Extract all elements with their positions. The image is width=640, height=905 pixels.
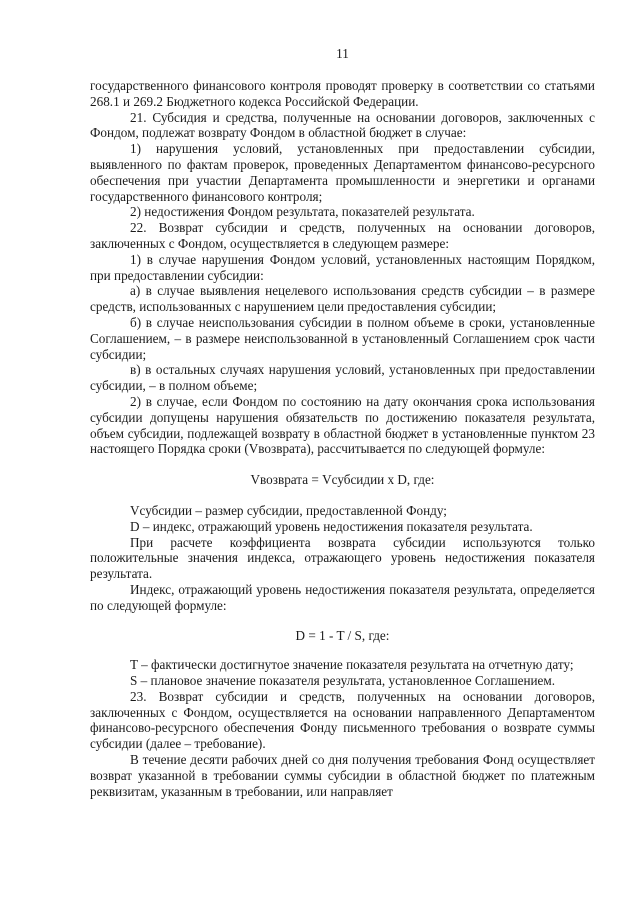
clause-22-item-1-b: б) в случае неиспользования субсидии в полном объеме в сроки, установленные Соглашением, – в размере неиспользованной в установленный Соглашением срок части субсидии;	[90, 314, 595, 362]
document-body	[90, 78, 595, 799]
clause-21-item-1: 1) нарушения условий, установленных при предоставлении субсидии, выявленного по фактам проверок, проведенных Департаментом финансово-ресурсного обеспечения при участии Департамента промышленности и энергетики и органами государственного финансового контроля;	[90, 141, 595, 204]
paragraph-coefficient-note: При расчете коэффициента возврата субсидии используются только положительные значения индекса, отражающего уровень недостижения показателя результата.	[90, 534, 595, 582]
clause-22-item-1: 1) в случае нарушения Фондом условий, установленных настоящим Порядком, при предоставлении субсидии:	[90, 251, 595, 283]
clause-22-item-1-c: в) в остальных случаях нарушения условий, установленных при предоставлении субсидии, – в полном объеме;	[90, 362, 595, 394]
page-number: 11	[336, 46, 349, 61]
definition-t: T – фактически достигнутое значение показателя результата на отчетную дату;	[130, 657, 574, 673]
clause-22: 22. Возврат субсидии и средств, полученных на основании договоров, заключенных с Фондом, осуществляется в следующем размере:	[90, 220, 595, 251]
clause-23: 23. Возврат субсидии и средств, полученных на основании договоров, заключенных с Фондом, осуществляется на основании направленного Департаментом финансово-ресурсного обеспечения Фонду письменного требования о возврате суммы субсидии (далее – требование).	[90, 688, 595, 752]
clause-21-item-2: 2) недостижения Фондом результата, показателей результата.	[130, 204, 475, 220]
definition-v-subsidy: Vсубсидии – размер субсидии, предоставленной Фонду;	[130, 502, 447, 518]
definition-s: S – плановое значение показателя результата, установленное Соглашением.	[130, 673, 556, 689]
clause-21: 21. Субсидия и средства, полученные на основании договоров, заключенных с Фондом, подлежат возврату Фондом в областной бюджет в случае:	[90, 109, 595, 141]
clause-23-paragraph-2: В течение десяти рабочих дней со дня получения требования Фонд осуществляет возврат указанной в требовании суммы субсидии в областной бюджет по платежным реквизитам, указанным в требовании, или направляет	[90, 752, 595, 799]
definition-d-index: D – индекс, отражающий уровень недостижения показателя результата.	[130, 518, 533, 534]
paragraph-index-definition: Индекс, отражающий уровень недостижения показателя результата, определяется по следующей формуле:	[90, 581, 595, 613]
clause-22-item-2: 2) в случае, если Фондом по состоянию на дату окончания срока использования субсидии допущены нарушения обязательств по достижению показателя результата, объем субсидии, подлежащей возврату в областной бюджет в установленные пунктом 23 настоящего Порядка сроки (Vвозврата), рассчитывается по следующей формуле:	[90, 393, 595, 457]
formula-d-index: D = 1 - T / S, где:	[295, 627, 390, 643]
clause-22-item-1-a: а) в случае выявления нецелевого использования средств субсидии – в размере средств, использованных с нарушением цели предоставления субсидии;	[90, 283, 595, 315]
formula-v-return: Vвозврата = Vсубсидии x D, где:	[250, 472, 435, 488]
paragraph-continuation: государственного финансового контроля проводят проверку в соответствии со статьями 268.1 и 269.2 Бюджетного кодекса Российской Федерации.	[90, 78, 595, 109]
